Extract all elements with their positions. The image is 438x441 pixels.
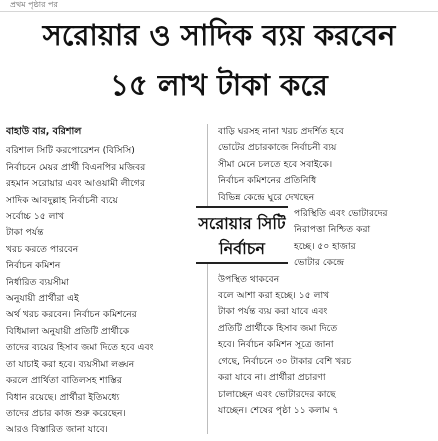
body-line: খরচ করতে পারবেন <box>6 243 79 255</box>
body-line: বরিশাল সিটি করপোরেশন (বিসিসি) <box>6 145 135 157</box>
body-line: নির্বাচন কমিশনের প্রতিনিধি <box>218 175 317 187</box>
top-strip-text: প্রথম পৃষ্ঠার পর <box>0 0 438 12</box>
pull-quote-line-2: নির্বাচন <box>219 239 265 258</box>
body-line: ভোটের প্রচারকাজে নির্বাচনী ব্যয় <box>218 142 337 154</box>
body-line: হচ্ছে। ৫০ হাজার <box>294 240 356 252</box>
pull-quote-line-1: সরোয়ার সিটি <box>198 214 286 233</box>
body-line: পরিস্থিতি এবং ভোটারদের <box>294 208 388 220</box>
body-line: নির্ধারিত ব্যয়সীমা <box>6 276 70 288</box>
body-line: সীমা মেনে চলতে হবে সবাইকে। <box>218 158 333 170</box>
left-column <box>6 124 192 436</box>
column-divider <box>207 124 208 434</box>
right-column <box>218 124 432 436</box>
body-line: তা যাচাই করা হবে। ব্যয়সীমা লঙ্ঘন <box>6 358 135 370</box>
byline: বাহাউ বার, বরিশাল <box>6 126 82 137</box>
body-line: রহমান সরোয়ার এবং আওয়ামী লীগের <box>6 178 146 190</box>
body-line: নির্বাচন কমিশন <box>6 260 61 272</box>
body-line: হবে। নির্বাচন কমিশন সূত্রে জানা <box>218 339 334 351</box>
body-line: তাদের প্রচার কাজ শুরু করেছেন। <box>6 407 126 419</box>
body-line: টাকা পর্যন্ত <box>6 227 44 239</box>
body-line: বলে আশা করা হচ্ছে। ১৫ লাখ <box>218 290 330 302</box>
headline-line-2: ১৫ লাখ টাকা করে <box>110 68 328 102</box>
body-line: যাচ্ছেন। শেষের পৃষ্ঠা ১১ কলাম ৭ <box>218 404 339 416</box>
body-line: উপস্থিত থাকবেন <box>218 273 280 285</box>
body-line: টাকা পর্যন্ত ব্যয় করা যাবে এবং <box>218 306 328 318</box>
body-line: বিধিমালা অনুযায়ী প্রতিটি প্রার্থীকে <box>6 325 130 337</box>
body-line: নির্বাচনে মেয়র প্রার্থী বিএনপির মজিবর <box>6 161 146 173</box>
headline-line-1: সরোয়ার ও সাদিক ব্যয় করবেন <box>42 18 396 52</box>
body-line: অনুযায়ী প্রার্থীরা এই <box>6 293 79 305</box>
body-line: নিরাপত্তা নিশ্চিত করা <box>294 224 371 236</box>
body-line: প্রতিটি প্রার্থীকে হিসাব জমা দিতে <box>218 322 338 334</box>
body-line: অর্থ খরচ করবেন। নির্বাচন কমিশনের <box>6 309 137 321</box>
body-line: আরও বিস্তারিত জানা যাবে। <box>6 424 108 436</box>
body-line: বিভিন্ন কেন্দ্রে ঘুরে দেখছেন <box>218 191 315 203</box>
body-line: করা যাবে না। প্রার্থীরা প্রচারণা <box>218 372 326 384</box>
body-line: ভোটার কেন্দ্রে <box>294 257 345 269</box>
pull-quote <box>196 206 288 264</box>
body-line: তাদের ব্যয়ের হিসাব জমা দিতে হবে এবং <box>6 342 154 354</box>
body-line: সর্বোচ্চ ১৫ লাখ <box>6 211 65 223</box>
body-line: চালাচ্ছেন এবং ভোটারদের কাছে <box>218 388 336 400</box>
body-line: বাড়ি ঘরসহ নানা খরচ প্রদর্শিত হবে <box>218 126 344 137</box>
body-line: গেছে, নির্বাচনে ৩০ টাকার বেশি খরচ <box>218 355 352 367</box>
body-line: সাদিক আবদুল্লাহ নির্বাচনী ব্যয়ে <box>6 194 118 206</box>
body-line: বিধান রয়েছে। প্রার্থীরা ইতিমধ্যে <box>6 391 120 403</box>
body-line: করলে প্রার্থিতা বাতিলসহ শাস্তির <box>6 375 122 387</box>
